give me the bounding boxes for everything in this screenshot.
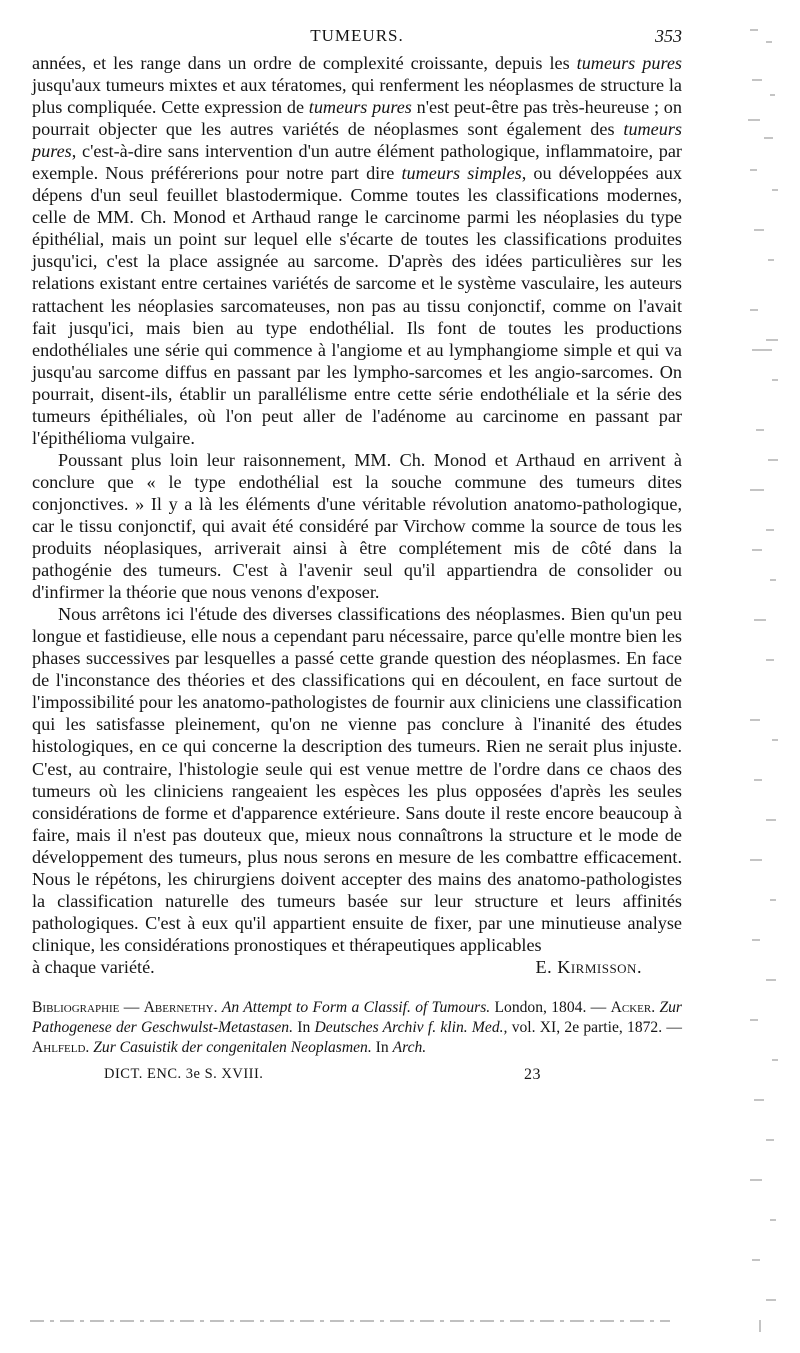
paragraph-2: Poussant plus loin leur raisonnement, MM. Ch. Monod et Arthaud en arrivent à conclure que « le type endothélial est la souche commune des tumeurs dites conjonctives. » Il y a là les éléments d'une véritable révolution anatomo-pathologique, car le tissu conjonctif, qui avait été considéré par Virchow comme la source de tous les produits néoplasiques, arriverait ainsi à être complétement mis de côté dans la pathogénie des tumeurs. C'est à l'avenir seul qu'il appartiendra de consolider ou d'infirmer la théorie que nous venons d'exposer. [32,449,682,603]
page-number: 353 [655,26,682,46]
bibliography-label: Bibliographie [32,998,120,1016]
bib-details-2: In [297,1018,311,1036]
bib-title-2: Zur Pathogenese der Geschwulst-Metastasen. [32,998,682,1036]
bib-details-3: vol. XI, 2e partie, 1872. [511,1018,663,1036]
bib-journal-3: Arch. [392,1038,427,1056]
closing-line [32,956,682,978]
running-header [32,22,682,52]
sheet-footer [32,1066,682,1084]
bib-journal-2: Deutsches Archiv f. klin. Med., [314,1018,508,1036]
body-text [32,52,682,978]
document-page [32,22,682,1084]
bib-author-1: Abernethy. [143,998,218,1016]
bib-details-1: London, 1804. [494,998,587,1016]
bib-title-1: An Attempt to Form a Classif. of Tumours. [221,998,491,1016]
emphasized-term: tumeurs pures [576,53,683,73]
printer-signature: DICT. ENC. 3e S. XVIII. [104,1065,264,1082]
bib-details-4: In [375,1038,389,1056]
emphasized-term: tumeurs pures [32,119,682,162]
running-title: TUMEURS. [310,26,404,45]
paragraph-3: Nous arrêtons ici l'étude des diverses classifications des néoplasmes. Bien qu'un peu longue et fastidieuse, elle nous a cependant paru nécessaire, parce qu'elle montre bien les phases successives par lesquelles a passé cette grande question des néoplasmes. En face de l'inconstance des théories et des classifications qui en découlent, en face surtout de l'impossibilité pour les anatomo-pathologistes de fournir aux cliniciens une classification qui les satisfasse pleinement, qu'on ne vienne pas conclure à l'inanité des études histologiques, en ce qui concerne la description des tumeurs. Rien ne serait plus injuste. C'est, au contraire, l'histologie seule qui est venue mettre de l'ordre dans ce chaos des tumeurs où les cliniciens rangeaient les espèces les plus opposées d'après les seules considérations de forme et d'apparence extérieure. Sans doute il reste encore beaucoup à faire, mais il n'est pas douteux que, mieux nous connaîtrons la structure et le mode de développement des tumeurs, plus nous serons en mesure de les combattre efficacement. Nous le répétons, les chirurgiens doivent accepter des mains des anatomo-pathologistes la classification naturelle des tumeurs basée sur leur structure et leurs affinités pathologiques. C'est à eux qu'il appartient ensuite de fixer, par une minutieuse analyse clinique, les considérations pronostiques et thérapeutiques applicables [32,604,682,955]
bib-author-3: Ahlfeld. [32,1038,90,1056]
closing-text: à chaque variété. [32,956,155,977]
bibliography: Bibliographie — Abernethy. An Attempt to Form a Classif. of Tumours. London, 1804. — Acker. Zur Pathogenese der Geschwulst-Metastasen. In Deutsches Archiv f. klin. Med., vol. XI, 2e partie, 1872. — Ahlfeld. Zur Casuistik der congenitalen Neoplasmen. In Arch. [32,998,682,1056]
emphasized-term: tumeurs simples [401,163,522,184]
bib-title-3: Zur Casuistik der congenitalen Neoplasmen. [93,1038,372,1056]
sheet-number: 23 [524,1065,541,1083]
paragraph-1: années, et les range dans un ordre de complexité croissante, depuis les tumeurs pures jusqu'aux tumeurs mixtes et aux tératomes, qui renferment les néoplasmes de structure la plus compliquée. Cette expression de tumeurs pures n'est peut-être pas très-heureuse ; on pourrait objecter que les autres variétés de néoplasmes sont également des tumeurs pures, c'est-à-dire sans intervention d'un autre élément pathologique, inflammatoire, par exemple. Nous préférerions pour notre part dire tumeurs simples, ou développées aux dépens d'un seul feuillet blastodermique. Comme toutes les classifications modernes, celle de MM. Ch. Monod et Arthaud range le carcinome parmi les néoplasies du type épithélial, mais un point sur lequel elle s'écarte de toutes les classifications produites jusqu'ici, c'est la place assignée au sarcome. D'après des idées particulières sur les relations existant entre certaines variétés de sarcome et le système vasculaire, les auteurs rattachent les néoplasies sarcomateuses, non pas au tissu conjonctif, comme on l'avait fait jusqu'ici, mais bien au type endothélial. Ils font de toutes les productions endothéliales une série qui commence à l'angiome et au lymphangiome simple et qui va jusqu'au sarcome diffus en passant par les lympho-sarcomes et les angio-sarcomes. On pourrait, disent-ils, établir un parallélisme entre cette série endothéliale et la série des tumeurs épithéliales, où l'on peut aller de l'adénome au carcinome en passant par l'épithélioma vulgaire. [32,53,683,448]
margin-speckle [720,20,800,1340]
author-signature: E. Kirmisson. [535,956,642,977]
bottom-dotted-rule [30,1318,670,1324]
emphasized-term: tumeurs pures [308,97,412,118]
bib-author-2: Acker. [610,998,656,1016]
